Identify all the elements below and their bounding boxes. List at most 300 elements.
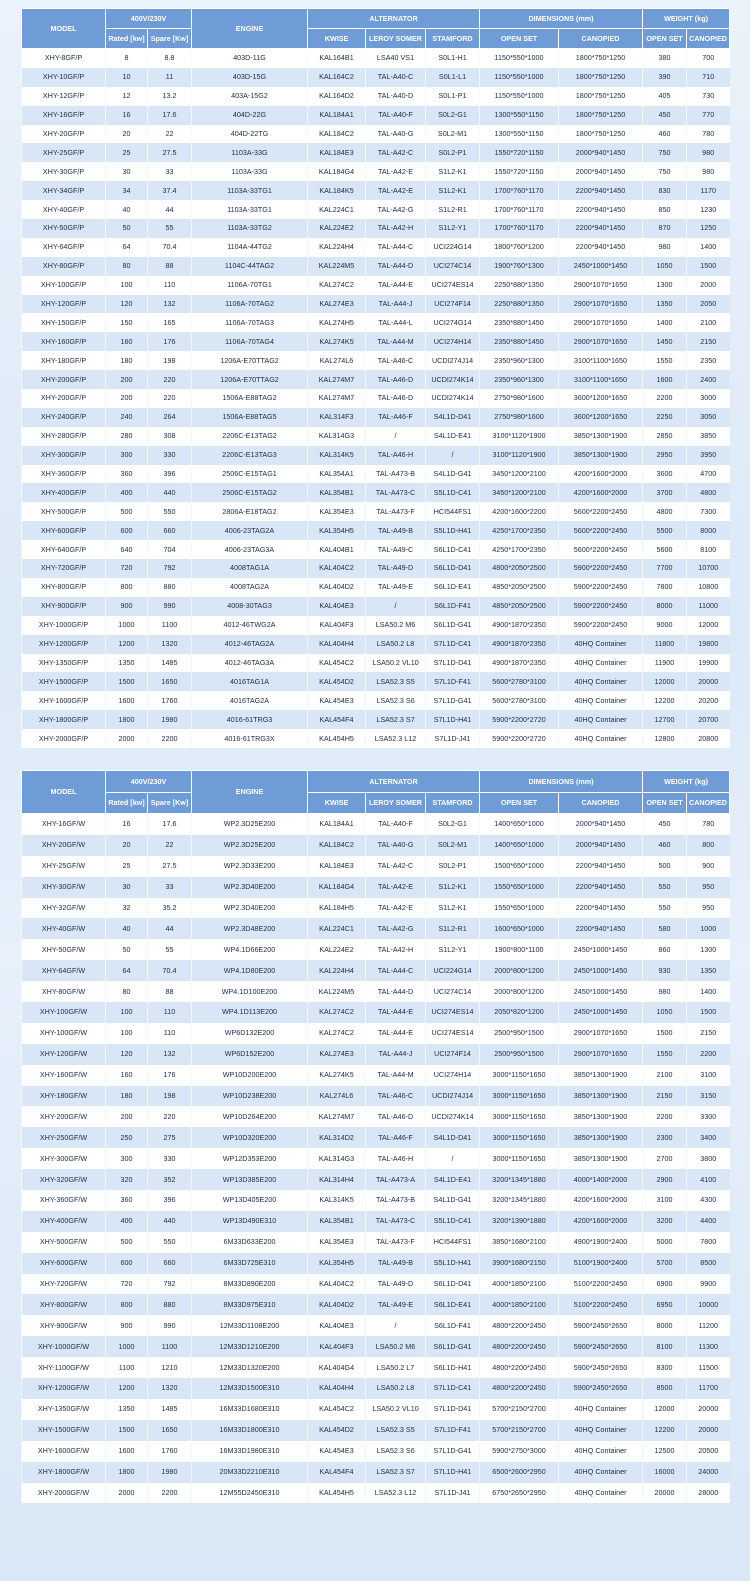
canopied-weight-cell: 4300 (687, 1190, 730, 1211)
stamford-cell: S1L2-Y1 (426, 219, 480, 238)
table-row (22, 1441, 730, 1462)
canopied-dimensions-cell: 2450*1000*1450 (559, 981, 643, 1002)
table-row (22, 540, 730, 559)
engine-cell: 2506C-E15TAG1 (192, 465, 308, 484)
open-set-weight-cell: 830 (643, 181, 687, 200)
table-row (22, 918, 730, 939)
open-set-weight-cell: 1050 (643, 1002, 687, 1023)
kwise-cell: KAL274C2 (308, 1023, 366, 1044)
table-row (22, 49, 730, 68)
leroy-somer-cell: LSA52.3 S7 (366, 710, 426, 729)
model-cell: XHY-150GF/P (22, 313, 106, 332)
model-cell: XHY-360GF/W (22, 1190, 106, 1211)
stamford-cell: UCDI274K14 (426, 370, 480, 389)
model-cell: XHY-100GF/W (22, 1023, 106, 1044)
model-cell: XHY-240GF/P (22, 408, 106, 427)
stamford-cell: UCI274H14 (426, 332, 480, 351)
leroy-somer-cell: TAL-A40-G (366, 125, 426, 144)
canopied-dimensions-cell: 5600*2200*2450 (559, 521, 643, 540)
spare-kw-cell: 440 (148, 483, 192, 502)
stamford-cell: HCI544FS1 (426, 1232, 480, 1253)
engine-cell: WP13D385E200 (192, 1169, 308, 1190)
spare-kw-cell: 44 (148, 918, 192, 939)
canopied-dimensions-cell: 3600*1200*1650 (559, 389, 643, 408)
open-set-weight-cell: 2200 (643, 1106, 687, 1127)
spare-kw-cell: 176 (148, 1065, 192, 1086)
rated-kw-cell: 25 (106, 856, 148, 877)
engine-cell: 1206A-E70TTAG2 (192, 370, 308, 389)
stamford-cell: UCI224G14 (426, 960, 480, 981)
table-row (22, 1378, 730, 1399)
rated-kw-cell: 30 (106, 162, 148, 181)
spare-kw-cell: 1760 (148, 1441, 192, 1462)
rated-kw-cell: 320 (106, 1169, 148, 1190)
kwise-cell: KAL354E3 (308, 1232, 366, 1253)
open-set-dimensions-cell: 5900*2200*2720 (480, 729, 559, 748)
leroy-somer-cell: TAL-A44-D (366, 257, 426, 276)
spare-kw-cell: 55 (148, 219, 192, 238)
leroy-somer-cell: TAL-A46-H (366, 446, 426, 465)
table-row (22, 1169, 730, 1190)
stamford-cell: S7L1D-C41 (426, 1378, 480, 1399)
stamford-cell: S1L2-K1 (426, 162, 480, 181)
model-cell: XHY-1200GF/P (22, 635, 106, 654)
model-cell: XHY-250GF/W (22, 1127, 106, 1148)
canopied-weight-cell: 1400 (687, 981, 730, 1002)
engine-cell: 12M33D1320E200 (192, 1357, 308, 1378)
stamford-cell: / (426, 1148, 480, 1169)
kwise-cell: KAL404B1 (308, 540, 366, 559)
table-row (22, 276, 730, 295)
spare-kw-cell: 264 (148, 408, 192, 427)
kwise-cell: KAL274M7 (308, 370, 366, 389)
canopied-weight-cell: 2400 (687, 370, 730, 389)
model-cell: XHY-1800GF/P (22, 710, 106, 729)
canopied-dimensions-cell: 1800*750*1250 (559, 49, 643, 68)
stamford-cell: HCI544FS1 (426, 502, 480, 521)
stamford-cell: UCI224G14 (426, 238, 480, 257)
canopied-dimensions-cell: 5900*2200*2450 (559, 578, 643, 597)
open-set-dimensions-cell: 1550*650*1000 (480, 898, 559, 919)
canopied-dimensions-cell: 2900*1070*1650 (559, 295, 643, 314)
stamford-cell: / (426, 446, 480, 465)
canopied-dimensions-cell: 3850*1300*1900 (559, 1086, 643, 1107)
rated-kw-cell: 100 (106, 1023, 148, 1044)
open-set-weight-cell: 2100 (643, 1065, 687, 1086)
open-set-weight-cell: 5700 (643, 1253, 687, 1274)
rated-kw-cell: 2000 (106, 1483, 148, 1504)
open-set-weight-cell: 980 (643, 981, 687, 1002)
model-cell: XHY-720GF/P (22, 559, 106, 578)
kwise-cell: KAL274E3 (308, 1044, 366, 1065)
canopied-dimensions-cell: 4200*1600*2000 (559, 483, 643, 502)
kwise-cell: KAL224H4 (308, 960, 366, 981)
leroy-somer-cell: TAL-A49-C (366, 540, 426, 559)
table-row (22, 1253, 730, 1274)
open-set-dimensions-cell: 3000*1150*1650 (480, 1065, 559, 1086)
table-row (22, 1044, 730, 1065)
canopied-dimensions-cell: 5900*2450*2650 (559, 1357, 643, 1378)
open-set-weight-cell: 11900 (643, 654, 687, 673)
spare-kw-cell: 440 (148, 1211, 192, 1232)
open-set-weight-cell: 5500 (643, 521, 687, 540)
open-set-dimensions-cell: 4900*1870*2350 (480, 616, 559, 635)
rated-kw-cell: 50 (106, 939, 148, 960)
canopied-dimensions-cell: 2200*940*1450 (559, 856, 643, 877)
canopied-dimensions-cell: 2200*940*1450 (559, 898, 643, 919)
stamford-cell: S0L2-M1 (426, 835, 480, 856)
header-voltage: 400V/230V (106, 771, 192, 793)
table-row (22, 295, 730, 314)
model-cell: XHY-500GF/W (22, 1232, 106, 1253)
kwise-cell: KAL184A1 (308, 106, 366, 125)
rated-kw-cell: 900 (106, 597, 148, 616)
stamford-cell: S0L2-M1 (426, 125, 480, 144)
leroy-somer-cell: LSA50.2 VL10 (366, 654, 426, 673)
leroy-somer-cell: TAL-A44-E (366, 1023, 426, 1044)
canopied-weight-cell: 24000 (687, 1462, 730, 1483)
model-cell: XHY-600GF/P (22, 521, 106, 540)
engine-cell: WP10D320E200 (192, 1127, 308, 1148)
canopied-dimensions-cell: 2000*940*1450 (559, 143, 643, 162)
header-stamford: STAMFORD (426, 793, 480, 814)
rated-kw-cell: 80 (106, 257, 148, 276)
rated-kw-cell: 34 (106, 181, 148, 200)
open-set-weight-cell: 2300 (643, 1127, 687, 1148)
rated-kw-cell: 64 (106, 960, 148, 981)
canopied-weight-cell: 4400 (687, 1211, 730, 1232)
engine-cell: WP6D132E200 (192, 1023, 308, 1044)
canopied-weight-cell: 3000 (687, 389, 730, 408)
header-alternator: ALTERNATOR (308, 9, 480, 29)
rated-kw-cell: 1000 (106, 1336, 148, 1357)
model-cell: XHY-120GF/P (22, 295, 106, 314)
canopied-weight-cell: 2150 (687, 332, 730, 351)
model-cell: XHY-180GF/W (22, 1086, 106, 1107)
canopied-weight-cell: 800 (687, 835, 730, 856)
model-cell: XHY-1500GF/W (22, 1420, 106, 1441)
spare-kw-cell: 1760 (148, 691, 192, 710)
open-set-dimensions-cell: 1700*760*1170 (480, 200, 559, 219)
open-set-weight-cell: 3200 (643, 1211, 687, 1232)
table-row (22, 257, 730, 276)
kwise-cell: KAL404C2 (308, 1274, 366, 1295)
leroy-somer-cell: TAL-A473-B (366, 465, 426, 484)
spare-kw-cell: 27.5 (148, 143, 192, 162)
stamford-cell: S4L1D-D41 (426, 1127, 480, 1148)
model-cell: XHY-25GF/W (22, 856, 106, 877)
canopied-dimensions-cell: 2900*1070*1650 (559, 1044, 643, 1065)
open-set-dimensions-cell: 5700*2150*2700 (480, 1420, 559, 1441)
spare-kw-cell: 13.2 (148, 87, 192, 106)
rated-kw-cell: 1800 (106, 710, 148, 729)
header-dim-canopied: CANOPIED (559, 29, 643, 49)
canopied-dimensions-cell: 4200*1600*2000 (559, 1190, 643, 1211)
leroy-somer-cell: LSA50.2 L8 (366, 635, 426, 654)
spare-kw-cell: 2200 (148, 729, 192, 748)
open-set-dimensions-cell: 4250*1700*2350 (480, 521, 559, 540)
stamford-cell: UCI274C14 (426, 257, 480, 276)
open-set-weight-cell: 12700 (643, 710, 687, 729)
engine-cell: 20M33D2210E310 (192, 1462, 308, 1483)
open-set-dimensions-cell: 3450*1200*2100 (480, 465, 559, 484)
open-set-weight-cell: 405 (643, 87, 687, 106)
engine-cell: 16M33D1800E310 (192, 1420, 308, 1441)
rated-kw-cell: 600 (106, 1253, 148, 1274)
stamford-cell: S4L1D-G41 (426, 465, 480, 484)
canopied-weight-cell: 10700 (687, 559, 730, 578)
stamford-cell: S4L1D-D41 (426, 408, 480, 427)
open-set-dimensions-cell: 4000*1850*2100 (480, 1294, 559, 1315)
leroy-somer-cell: TAL-A42-G (366, 200, 426, 219)
leroy-somer-cell: LSA52.3 L12 (366, 1483, 426, 1504)
open-set-dimensions-cell: 1300*550*1150 (480, 125, 559, 144)
spare-kw-cell: 1980 (148, 710, 192, 729)
canopied-dimensions-cell: 5900*2200*2450 (559, 597, 643, 616)
leroy-somer-cell: LSA40 VS1 (366, 49, 426, 68)
leroy-somer-cell: TAL-A44-D (366, 981, 426, 1002)
canopied-dimensions-cell: 3850*1300*1900 (559, 446, 643, 465)
canopied-weight-cell: 3800 (687, 1148, 730, 1169)
open-set-weight-cell: 1450 (643, 332, 687, 351)
open-set-weight-cell: 380 (643, 49, 687, 68)
model-cell: XHY-1600GF/W (22, 1441, 106, 1462)
kwise-cell: KAL314D2 (308, 1127, 366, 1148)
model-cell: XHY-1350GF/P (22, 654, 106, 673)
model-cell: XHY-8GF/P (22, 49, 106, 68)
stamford-cell: S7L1D-D41 (426, 1399, 480, 1420)
table-row (22, 814, 730, 835)
stamford-cell: S5L1D-C41 (426, 1211, 480, 1232)
model-cell: XHY-300GF/W (22, 1148, 106, 1169)
table-row (22, 877, 730, 898)
table-row (22, 616, 730, 635)
leroy-somer-cell: TAL-A473-B (366, 1190, 426, 1211)
canopied-weight-cell: 2050 (687, 295, 730, 314)
header-kwise: KWISE (308, 29, 366, 49)
canopied-dimensions-cell: 1800*750*1250 (559, 106, 643, 125)
model-cell: XHY-64GF/P (22, 238, 106, 257)
kwise-cell: KAL404D2 (308, 578, 366, 597)
kwise-cell: KAL184C2 (308, 125, 366, 144)
table-row (22, 313, 730, 332)
leroy-somer-cell: TAL-A46-F (366, 1127, 426, 1148)
spare-kw-cell: 88 (148, 257, 192, 276)
spare-kw-cell: 550 (148, 1232, 192, 1253)
stamford-cell: S6L1D-F41 (426, 597, 480, 616)
canopied-weight-cell: 4100 (687, 1169, 730, 1190)
stamford-cell: S7L1D-J41 (426, 729, 480, 748)
leroy-somer-cell: TAL-A42-G (366, 918, 426, 939)
rated-kw-cell: 400 (106, 483, 148, 502)
table-row (22, 446, 730, 465)
rated-kw-cell: 300 (106, 446, 148, 465)
engine-cell: 1103A-33G (192, 143, 308, 162)
table-row (22, 1399, 730, 1420)
canopied-dimensions-cell: 2900*1070*1650 (559, 276, 643, 295)
open-set-weight-cell: 580 (643, 918, 687, 939)
kwise-cell: KAL354H5 (308, 521, 366, 540)
spare-kw-cell: 220 (148, 1106, 192, 1127)
canopied-dimensions-cell: 40HQ Container (559, 1441, 643, 1462)
leroy-somer-cell: LSA50.2 L8 (366, 1378, 426, 1399)
stamford-cell: S0L1-P1 (426, 87, 480, 106)
rated-kw-cell: 160 (106, 1065, 148, 1086)
open-set-dimensions-cell: 1800*760*1200 (480, 238, 559, 257)
open-set-weight-cell: 390 (643, 68, 687, 87)
model-cell: XHY-160GF/P (22, 332, 106, 351)
stamford-cell: S6L1D-D41 (426, 559, 480, 578)
open-set-dimensions-cell: 3900*1680*2150 (480, 1253, 559, 1274)
canopied-dimensions-cell: 4900*1900*2400 (559, 1232, 643, 1253)
open-set-weight-cell: 16000 (643, 1462, 687, 1483)
spare-kw-cell: 990 (148, 597, 192, 616)
table-row (22, 1315, 730, 1336)
canopied-dimensions-cell: 2900*1070*1650 (559, 332, 643, 351)
canopied-weight-cell: 3150 (687, 1086, 730, 1107)
open-set-dimensions-cell: 1500*650*1000 (480, 856, 559, 877)
spare-kw-cell: 396 (148, 1190, 192, 1211)
kwise-cell: KAL454F4 (308, 1462, 366, 1483)
table-row (22, 87, 730, 106)
header-engine: ENGINE (192, 771, 308, 814)
open-set-dimensions-cell: 3000*1150*1650 (480, 1106, 559, 1127)
model-cell: XHY-80GF/P (22, 257, 106, 276)
open-set-weight-cell: 12200 (643, 1420, 687, 1441)
kwise-cell: KAL274E3 (308, 295, 366, 314)
kwise-cell: KAL274L6 (308, 351, 366, 370)
canopied-weight-cell: 28000 (687, 1483, 730, 1504)
canopied-dimensions-cell: 40HQ Container (559, 635, 643, 654)
canopied-weight-cell: 20800 (687, 729, 730, 748)
leroy-somer-cell: TAL-A46-C (366, 351, 426, 370)
canopied-weight-cell: 20500 (687, 1441, 730, 1462)
open-set-dimensions-cell: 2250*880*1350 (480, 295, 559, 314)
rated-kw-cell: 160 (106, 332, 148, 351)
model-cell: XHY-200GF/W (22, 1106, 106, 1127)
open-set-dimensions-cell: 4800*2200*2450 (480, 1378, 559, 1399)
model-cell: XHY-20GF/W (22, 835, 106, 856)
stamford-cell: S6L1D-D41 (426, 1274, 480, 1295)
canopied-weight-cell: 20000 (687, 672, 730, 691)
engine-cell: 1104A-44TG2 (192, 238, 308, 257)
spare-kw-cell: 880 (148, 1294, 192, 1315)
open-set-weight-cell: 860 (643, 939, 687, 960)
header-weight: WEIGHT (kg) (643, 771, 730, 793)
model-cell: XHY-12GF/P (22, 87, 106, 106)
open-set-dimensions-cell: 2350*880*1450 (480, 332, 559, 351)
canopied-dimensions-cell: 2000*940*1450 (559, 162, 643, 181)
spare-kw-cell: 396 (148, 465, 192, 484)
engine-cell: WP6D152E200 (192, 1044, 308, 1065)
engine-cell: 1103A-33TG1 (192, 200, 308, 219)
model-cell: XHY-50GF/P (22, 219, 106, 238)
stamford-cell: S6L1D-F41 (426, 1315, 480, 1336)
canopied-dimensions-cell: 5900*2450*2650 (559, 1315, 643, 1336)
table-row (22, 1086, 730, 1107)
leroy-somer-cell: TAL-A46-F (366, 408, 426, 427)
canopied-dimensions-cell: 3850*1300*1900 (559, 1106, 643, 1127)
engine-cell: WP2.3D25E200 (192, 814, 308, 835)
leroy-somer-cell: TAL-A49-E (366, 578, 426, 597)
model-cell: XHY-1500GF/P (22, 672, 106, 691)
open-set-dimensions-cell: 1400*650*1000 (480, 814, 559, 835)
stamford-cell: UCI274ES14 (426, 1023, 480, 1044)
open-set-weight-cell: 2700 (643, 1148, 687, 1169)
model-cell: XHY-720GF/W (22, 1274, 106, 1295)
open-set-dimensions-cell: 4900*1870*2350 (480, 654, 559, 673)
stamford-cell: S6L1D-G41 (426, 616, 480, 635)
open-set-dimensions-cell: 1400*650*1000 (480, 835, 559, 856)
engine-cell: 2506C-E15TAG2 (192, 483, 308, 502)
leroy-somer-cell: TAL-A42-E (366, 162, 426, 181)
open-set-weight-cell: 750 (643, 162, 687, 181)
rated-kw-cell: 40 (106, 200, 148, 219)
table-row (22, 332, 730, 351)
model-cell: XHY-640GF/P (22, 540, 106, 559)
model-cell: XHY-50GF/W (22, 939, 106, 960)
kwise-cell: KAL224M5 (308, 981, 366, 1002)
spare-kw-cell: 11 (148, 68, 192, 87)
stamford-cell: S0L2-G1 (426, 106, 480, 125)
rated-kw-cell: 100 (106, 276, 148, 295)
kwise-cell: KAL454E3 (308, 1441, 366, 1462)
open-set-weight-cell: 460 (643, 835, 687, 856)
canopied-dimensions-cell: 5100*2200*2450 (559, 1294, 643, 1315)
rated-kw-cell: 16 (106, 814, 148, 835)
spare-kw-cell: 660 (148, 521, 192, 540)
canopied-weight-cell: 3850 (687, 427, 730, 446)
canopied-weight-cell: 19900 (687, 654, 730, 673)
canopied-weight-cell: 2000 (687, 276, 730, 295)
spare-kw-cell: 704 (148, 540, 192, 559)
canopied-weight-cell: 3400 (687, 1127, 730, 1148)
leroy-somer-cell: TAL-A44-E (366, 1002, 426, 1023)
canopied-weight-cell: 8000 (687, 521, 730, 540)
leroy-somer-cell: TAL-A46-D (366, 370, 426, 389)
open-set-dimensions-cell: 3000*1150*1650 (480, 1127, 559, 1148)
canopied-weight-cell: 8500 (687, 1253, 730, 1274)
spare-kw-cell: 33 (148, 162, 192, 181)
table-row (22, 597, 730, 616)
engine-cell: 1103A-33G (192, 162, 308, 181)
table-row (22, 1462, 730, 1483)
header-model: MODEL (22, 9, 106, 49)
leroy-somer-cell: TAL-A42-C (366, 856, 426, 877)
open-set-dimensions-cell: 3850*1680*2100 (480, 1232, 559, 1253)
canopied-dimensions-cell: 2450*1000*1450 (559, 939, 643, 960)
engine-cell: WP4.1D80E200 (192, 960, 308, 981)
header-spare: Spare [Kw] (148, 793, 192, 814)
rated-kw-cell: 400 (106, 1211, 148, 1232)
canopied-weight-cell: 3300 (687, 1106, 730, 1127)
spare-kw-cell: 37.4 (148, 181, 192, 200)
kwise-cell: KAL184C2 (308, 835, 366, 856)
engine-cell: 4008TAG1A (192, 559, 308, 578)
header-leroy-somer: LEROY SOMER (366, 793, 426, 814)
engine-cell: 4016TAG1A (192, 672, 308, 691)
table-row (22, 389, 730, 408)
stamford-cell: S6L1D-H41 (426, 1357, 480, 1378)
engine-cell: 4012-46TWG2A (192, 616, 308, 635)
rated-kw-cell: 500 (106, 502, 148, 521)
rated-kw-cell: 100 (106, 1002, 148, 1023)
open-set-weight-cell: 1400 (643, 313, 687, 332)
table-row (22, 578, 730, 597)
open-set-dimensions-cell: 4800*2200*2450 (480, 1315, 559, 1336)
canopied-dimensions-cell: 3850*1300*1900 (559, 1148, 643, 1169)
engine-cell: 4008-30TAG3 (192, 597, 308, 616)
